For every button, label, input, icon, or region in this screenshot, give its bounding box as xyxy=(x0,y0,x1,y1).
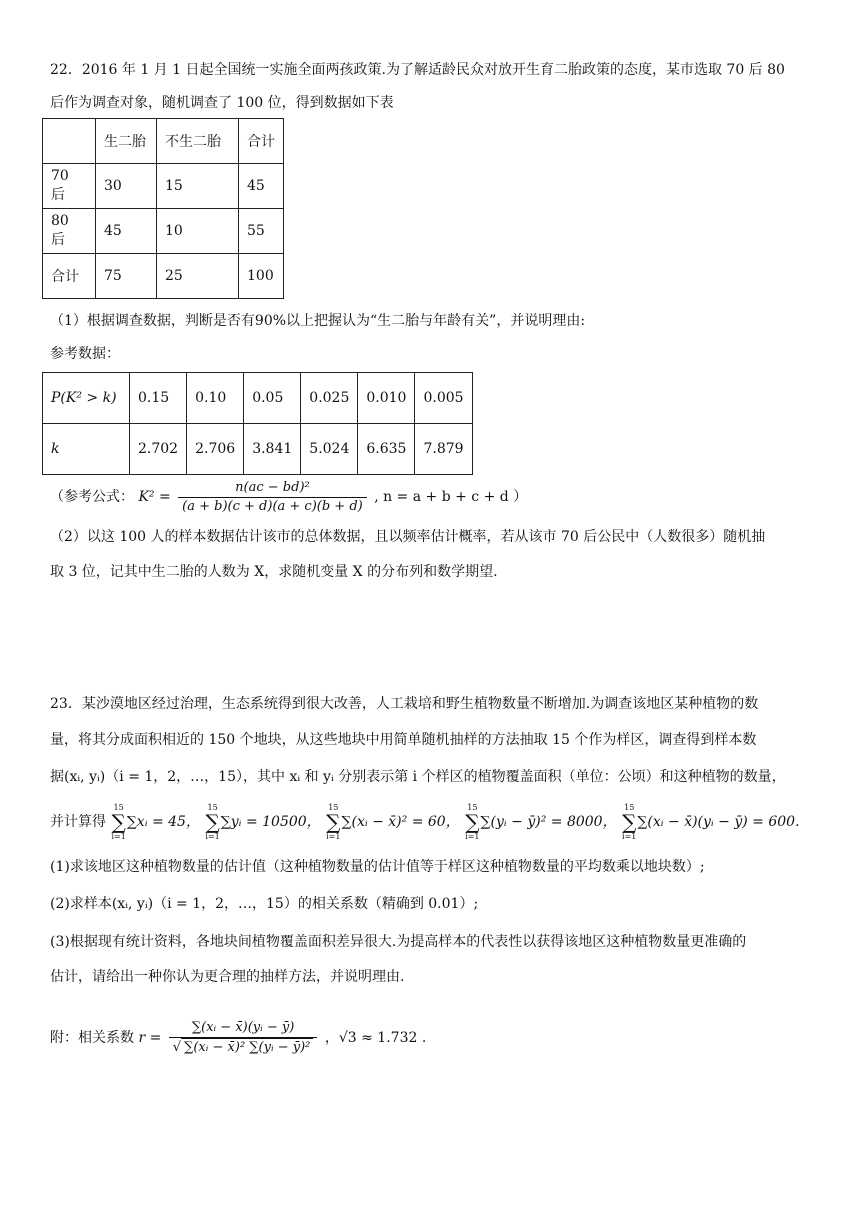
formula-suffix: , n = a + b + c + d ） xyxy=(374,489,528,505)
formula-numerator: n(ac − bd)² xyxy=(178,479,367,498)
table-cell: 30 xyxy=(96,164,157,209)
appendix-prefix: 附：相关系数 xyxy=(50,1030,134,1046)
table-cell: 0.10 xyxy=(187,373,244,424)
q23-intro-line-3: 据(xᵢ, yᵢ)（i = 1，2，…，15），其中 xᵢ 和 yᵢ 分别表示第 i 个样区的植物覆盖面积（单位：公顷）和这种植物的数量， xyxy=(50,769,786,785)
reference-formula xyxy=(50,478,527,516)
sum-x: ∑xᵢ = 45， xyxy=(126,814,200,830)
q22-part-2-line-2: 取 3 位，记其中生二胎的人数为 X，求随机变量 X 的分布列和数学期望. xyxy=(50,564,498,580)
q22-intro-line-2: 后作为调查对象，随机调查了 100 位，得到数据如下表 xyxy=(50,95,394,111)
q22-part-1: （1）根据调查数据，判断是否有90%以上把握认为“生二胎与年龄有关”，并说明理由: xyxy=(50,313,586,329)
q22-intro-line-1: 22．2016 年 1 月 1 日起全国统一实施全面两孩政策.为了解适龄民众对放开生育二胎政策的态度，某市选取 70 后 80 xyxy=(50,62,785,78)
q23-part-3-line-1: (3)根据现有统计资料，各地块间植物覆盖面积差异很大.为提高样本的代表性以获得该地区这种植物数量更准确的 xyxy=(50,934,747,950)
table-cell: 2.706 xyxy=(187,424,244,475)
table-cell: 55 xyxy=(239,209,284,254)
table-cell: 3.841 xyxy=(244,424,301,475)
table-cell: 5.024 xyxy=(301,424,358,475)
table-row xyxy=(43,209,284,254)
sum-x-deviation-sq: ∑(xᵢ − x̄)² = 60， xyxy=(341,814,460,830)
r-lhs: r = xyxy=(138,1030,162,1046)
r-fraction xyxy=(169,1019,318,1057)
table-row-label: P(K² > k) xyxy=(43,373,130,424)
table-cell: 0.05 xyxy=(244,373,301,424)
table-row-label: 70 后 xyxy=(43,164,96,209)
sums-prefix: 并计算得 xyxy=(50,814,106,830)
table-header-cell: 不生二胎 xyxy=(157,119,239,164)
table-row-label: 合计 xyxy=(43,254,96,299)
summation-sign: 15 ∑ i=1 xyxy=(205,803,220,841)
table-header-cell: 合计 xyxy=(239,119,284,164)
table-row xyxy=(43,119,284,164)
sum-lower-limit: i=1 xyxy=(622,832,637,841)
summation-sign: 15 ∑ i=1 xyxy=(622,803,637,841)
summation-sign: 15 ∑ i=1 xyxy=(465,803,480,841)
formula-denominator: (a + b)(c + d)(a + c)(b + d) xyxy=(182,498,363,514)
table-cell: 0.15 xyxy=(130,373,187,424)
sum-upper-limit: 15 xyxy=(113,803,124,812)
q23-intro-line-1: 23．某沙漠地区经过治理，生态系统得到很大改善，人工栽培和野生植物数量不断增加.为调查该地区某种植物的数 xyxy=(50,696,759,712)
table-cell: 0.005 xyxy=(415,373,472,424)
correlation-formula xyxy=(50,1008,426,1068)
q23-sums-line xyxy=(50,800,800,844)
reference-table xyxy=(42,372,473,475)
table-header-cell: 生二胎 xyxy=(96,119,157,164)
sum-lower-limit: i=1 xyxy=(326,832,341,841)
table-row-label: k xyxy=(43,424,130,475)
summation-sign: 15 ∑ i=1 xyxy=(326,803,341,841)
r-numerator: ∑(xᵢ − x̄)(yᵢ − ȳ) xyxy=(169,1019,318,1038)
sum-cross-product: ∑(xᵢ − x̄)(yᵢ − ȳ) = 600. xyxy=(637,814,800,830)
table-cell: 0.025 xyxy=(301,373,358,424)
sum-upper-limit: 15 xyxy=(328,803,339,812)
sum-upper-limit: 15 xyxy=(207,803,218,812)
sum-lower-limit: i=1 xyxy=(111,832,126,841)
summation-sign: 15 ∑ i=1 xyxy=(111,803,126,841)
q23-intro-line-2: 量，将其分成面积相近的 150 个地块，从这些地块中用简单随机抽样的方法抽取 15 个作为样区，调查得到样本数 xyxy=(50,732,757,748)
q23-part-3-line-2: 估计，请给出一种你认为更合理的抽样方法，并说明理由. xyxy=(50,969,405,985)
sum-upper-limit: 15 xyxy=(624,803,635,812)
q23-part-2: (2)求样本(xᵢ, yᵢ)（i = 1，2，…，15）的相关系数（精确到 0.01）; xyxy=(50,896,479,912)
q22-part-2-line-1: （2）以这 100 人的样本数据估计该市的总体数据，且以频率估计概率，若从该市 70 后公民中（人数很多）随机抽 xyxy=(50,529,766,545)
table-cell: 25 xyxy=(157,254,239,299)
r-denominator: √ ∑(xᵢ − x̄)² ∑(yᵢ − ȳ)² xyxy=(169,1038,318,1057)
table-cell: 7.879 xyxy=(415,424,472,475)
table-row xyxy=(43,424,473,475)
table-cell xyxy=(43,119,96,164)
table-cell: 2.702 xyxy=(130,424,187,475)
table-cell: 6.635 xyxy=(358,424,415,475)
r-denominator-radicand: ∑(xᵢ − x̄)² ∑(yᵢ − ȳ)² xyxy=(181,1038,313,1057)
sum-lower-limit: i=1 xyxy=(465,832,480,841)
sum-upper-limit: 15 xyxy=(467,803,478,812)
table-row xyxy=(43,164,284,209)
q23-part-1: (1)求该地区这种植物数量的估计值（这种植物数量的估计值等于样区这种植物数量的平均数乘以地块数）; xyxy=(50,859,705,875)
table-row-label: 80 后 xyxy=(43,209,96,254)
formula-prefix: （参考公式： xyxy=(50,489,134,505)
sqrt3-approx: ，√3 ≈ 1.732 . xyxy=(324,1030,427,1046)
table-cell: 45 xyxy=(96,209,157,254)
table-cell: 75 xyxy=(96,254,157,299)
formula-fraction xyxy=(178,479,367,516)
table-cell: 45 xyxy=(239,164,284,209)
table-row xyxy=(43,254,284,299)
sum-lower-limit: i=1 xyxy=(205,832,220,841)
sum-y: ∑yᵢ = 10500， xyxy=(220,814,321,830)
formula-lhs: K² = xyxy=(138,489,171,505)
survey-table xyxy=(42,118,284,299)
table-row xyxy=(43,373,473,424)
table-cell: 0.010 xyxy=(358,373,415,424)
table-cell: 100 xyxy=(239,254,284,299)
q22-ref-label: 参考数据： xyxy=(50,346,120,362)
table-cell: 15 xyxy=(157,164,239,209)
table-cell: 10 xyxy=(157,209,239,254)
sum-y-deviation-sq: ∑(yᵢ − ȳ)² = 8000， xyxy=(480,814,617,830)
